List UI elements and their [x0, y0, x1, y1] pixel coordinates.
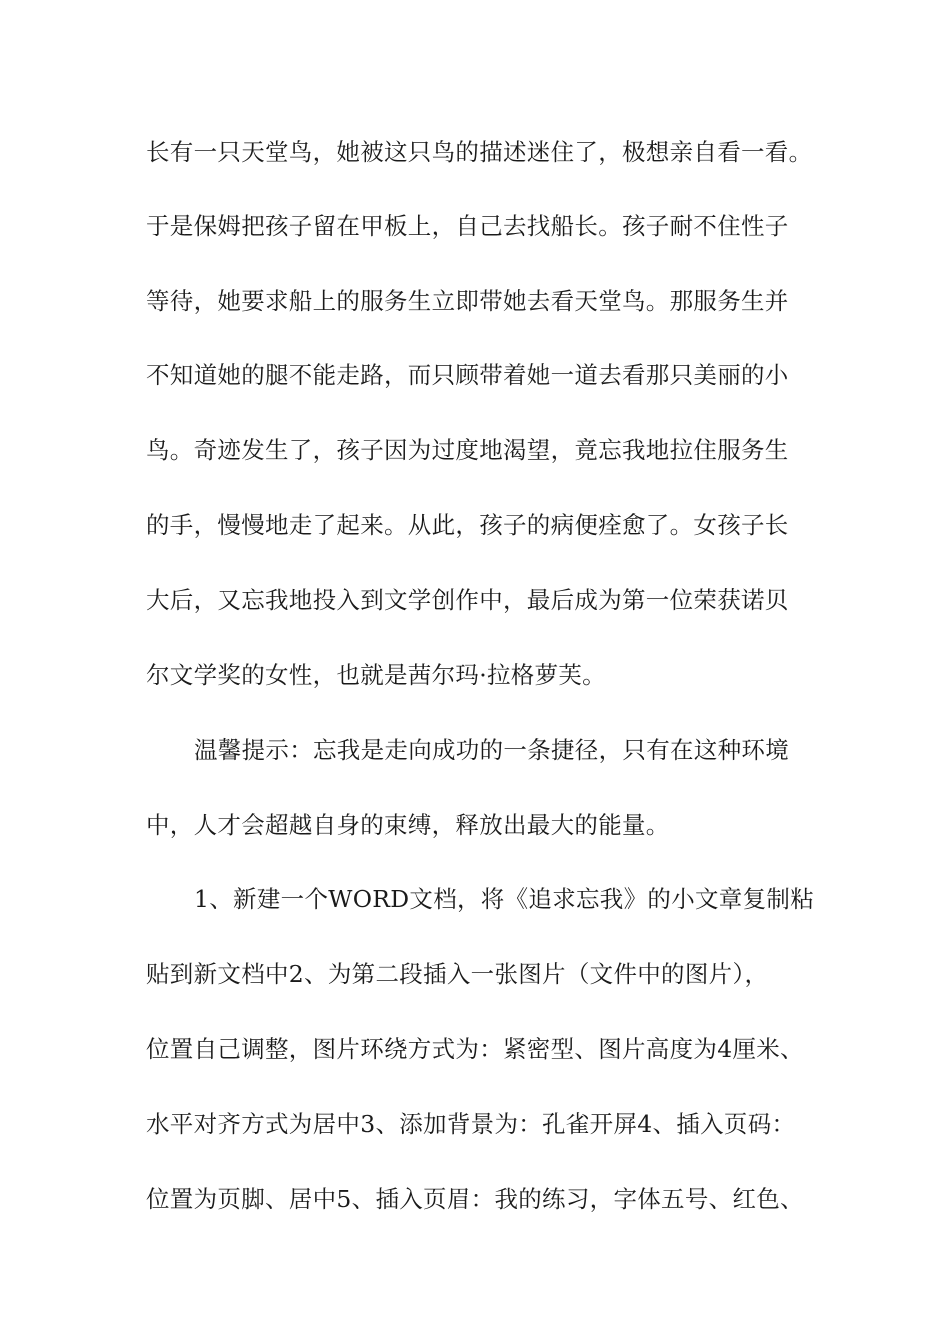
paragraph-line: 于是保姆把孩子留在甲板上，自己去找船长。孩子耐不住性子: [146, 212, 789, 240]
paragraph-line: 贴到新文档中2、为第二段插入一张图片（文件中的图片），: [146, 960, 769, 988]
paragraph-line: 鸟。奇迹发生了，孩子因为过度地渴望，竟忘我地拉住服务生: [146, 436, 789, 464]
paragraph-line: 中，人才会超越自身的束缚，释放出最大的能量。: [146, 811, 670, 839]
paragraph-line: 大后，又忘我地投入到文学创作中，最后成为第一位荣获诺贝: [146, 586, 789, 614]
paragraph-line: 温馨提示：忘我是走向成功的一条捷径，只有在这种环境: [194, 736, 789, 764]
paragraph-line: 尔文学奖的女性，也就是茜尔玛·拉格萝芙。: [146, 661, 606, 689]
paragraph-line: 位置为页脚、居中5、插入页眉：我的练习，字体五号、红色、: [146, 1185, 804, 1213]
paragraph-line: 1、新建一个WORD文档，将《追求忘我》的小文章复制粘: [194, 885, 815, 913]
paragraph-line: 的手，慢慢地走了起来。从此，孩子的病便痊愈了。女孩子长: [146, 511, 789, 539]
paragraph-line: 水平对齐方式为居中3、添加背景为：孔雀开屏4、插入页码：: [146, 1110, 796, 1138]
paragraph-line: 位置自己调整，图片环绕方式为：紧密型、图片高度为4厘米、: [146, 1035, 804, 1063]
paragraph-line: 等待，她要求船上的服务生立即带她去看天堂鸟。那服务生并: [146, 287, 789, 315]
paragraph-line: 不知道她的腿不能走路，而只顾带着她一道去看那只美丽的小: [146, 361, 789, 389]
paragraph-line: 长有一只天堂鸟，她被这只鸟的描述迷住了，极想亲自看一看。: [146, 138, 813, 166]
